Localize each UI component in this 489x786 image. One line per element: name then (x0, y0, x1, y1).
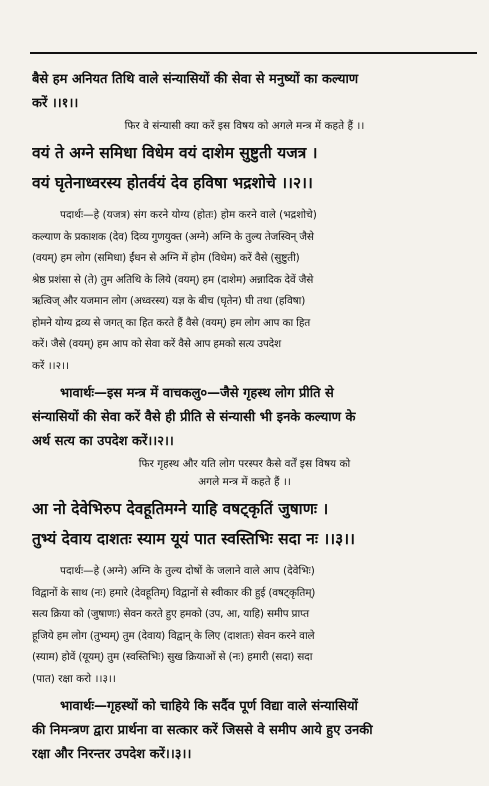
mantra-line: तुभ्यं देवाय दाशतः स्याम यूयं पात स्वस्तिभिः सदा नः ।।३।। (32, 530, 355, 548)
bhavartha-line: संन्यासियों की सेवा करें वैसे ही प्रीति से संन्यासी भी इनके कल्याण के (32, 410, 356, 425)
bhavartha-line: रक्षा और निरन्तर उपदेश करें।।३।। (32, 747, 192, 762)
padartha-line: पदार्थः—हे (यजत्र) संग करने योग्य (होतः) होम करने वाले (भद्रशोचे) (60, 209, 317, 221)
padartha-line: होमने योग्य द्रव्य से जगत् का हित करते हैं वैसे (वयम्) हम लोग आप का हित (32, 317, 311, 329)
intro-line: बैसे हम अनियत तिथि वाले संन्यासियों की सेवा से मनुष्यों का कल्याण (32, 72, 359, 87)
padartha-line: करें ।।२।। (32, 360, 70, 372)
padartha-line: (वयम्) हम लोग (समिधा) ईंधन से अग्नि में होम (विधेम) करें वैसे (सुष्टुती) (32, 252, 300, 264)
question-line: फिर गृहस्थ और यति लोग परस्पर कैसे वर्तें इस विषय को (138, 458, 351, 470)
bhavartha-line: की निमन्त्रण द्वारा प्रार्थना वा सत्कार करें जिससे वे समीप आये हुए उनकी (32, 723, 373, 738)
mantra-line: वयं घृतेनाध्वरस्य होतर्वयं देव हविषा भद्रशोचे ।।२।। (32, 174, 313, 192)
padartha-line: पदार्थः—हे (अग्ने) अग्नि के तुल्य दोषों के जलाने वाले आप (देवेभिः) (60, 565, 315, 577)
mantra-line: वयं ते अग्ने समिधा विधेम वयं दाशेम सुष्टुती यजत्र । (32, 144, 318, 162)
padartha-line: (पात) रक्षा करो ।।३।। (32, 673, 116, 685)
padartha-line: कल्याण के प्रकाशक (देव) दिव्य गुणयुक्त (अग्ने) अग्नि के तुल्य तेजस्विन् जैसे (32, 231, 314, 243)
padartha-line: श्रेष्ठ प्रशंसा से (ते) तुम अतिथि के लिये (वयम्) हम (दाशेम) अन्नादिक देवें जैसे (32, 274, 314, 286)
question-line: फिर वे संन्यासी क्या करें इस विषय को अगले मन्त्र में कहते हैं ।। (124, 120, 365, 132)
padartha-line: विद्वानों के साथ (नः) हमारे (देवहूतिम्) विद्वानों से स्वीकार की हुई (वषट्कृतिम्) (32, 587, 316, 599)
intro-line: करें ।।१।। (32, 96, 79, 111)
bhavartha-line: भावार्थः—गृहस्थों को चाहिये कि सर्दैव पूर्ण विद्या वाले संन्यासियों (60, 699, 358, 714)
bhavartha-line: भावार्थः—इस मन्त्र में वाचकलु०—जैसे गृहस्थ लोग प्रीति से (60, 386, 334, 401)
padartha-line: (स्याम) होवें (यूयम्) तुम (स्वस्तिभिः) सुख क्रियाओं से (नः) हमारी (सदा) सदा (32, 651, 313, 663)
padartha-line: सत्य क्रिया को (जुषाणः) सेवन करते हुए हमको (उप, आ, याहि) समीप प्राप्त (32, 608, 309, 620)
padartha-line: ऋत्विज् और यजमान लोग (अध्वरस्य) यज्ञ के बीच (घृतेन) घी तथा (हविषा) (32, 295, 306, 307)
header-rule (30, 52, 477, 54)
mantra-line: आ नो देवेभिरुप देवहूतिमग्ने याहि वषट्कृतिं जुषाणः । (32, 500, 329, 518)
bhavartha-line: अर्थ सत्य का उपदेश करें।।२।। (32, 434, 174, 449)
question-line: अगले मन्त्र में कहते हैं ।। (198, 476, 291, 488)
padartha-line: हूजिये हम लोग (तुभ्यम्) तुम (देवाय) विद्वान् के लिए (दाशतः) सेवन करने वाले (32, 630, 315, 642)
padartha-line: करें। जैसे (वयम्) हम आप को सेवा करें वैसे आप हमको सत्य उपदेश (32, 338, 281, 350)
